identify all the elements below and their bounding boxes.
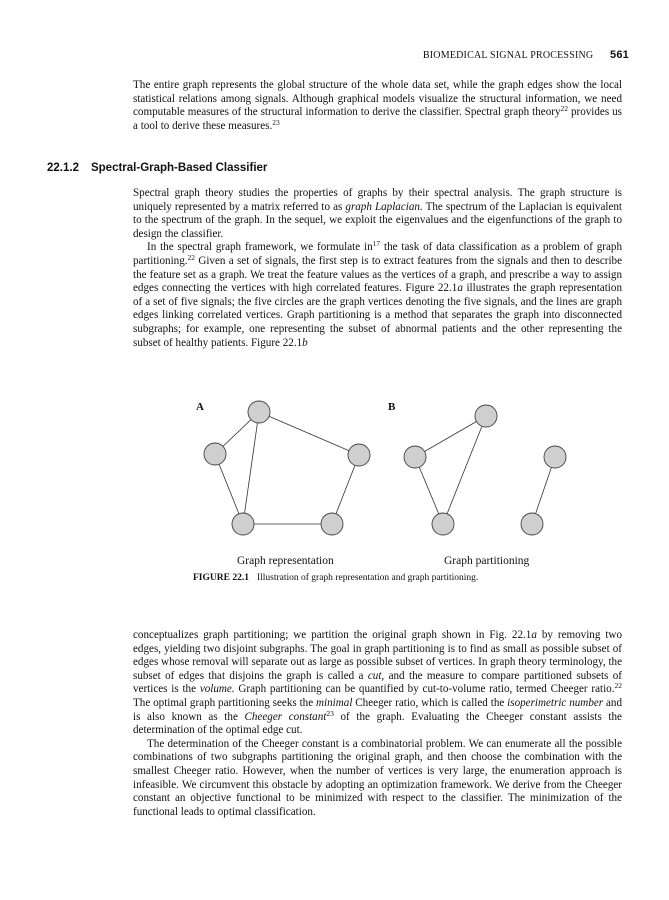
- vertex: [432, 513, 454, 535]
- caption-label: FIGURE 22.1: [193, 573, 249, 583]
- page-number: 561: [610, 49, 629, 61]
- vertex: [248, 401, 270, 423]
- figure-22-1: [190, 398, 590, 568]
- intro-text-a: The entire graph represents the global structure of the whole data set, while the graph edges show the local statistical relations among signals. Although graphical models visualize the structural information, we need computable measures of the structural information to derive the classifier. Spectral graph theory: [133, 79, 622, 119]
- citation-sup: 17: [372, 239, 381, 249]
- caption-text: Illustration of graph representation and graph partitioning.: [256, 573, 479, 583]
- body-text: The determination of the Cheeger constant is a combinatorial problem. We can enumerate all the possible combinations of two subgraphs partitioning the original graph, and then choose the combination with the smallest Cheeger ratio. However, when the number of vertices is very large, the enumeration approach is infeasible. We circumvent this obstacle by adopting an optimization framework. We derive from the Cheeger constant an objective functional to be minimized with respect to the classifier. The minimization of the functional leads to optimal classification.: [133, 737, 622, 818]
- edge: [443, 416, 486, 524]
- vertex: [521, 513, 543, 535]
- citation-sup: 23: [272, 117, 280, 127]
- figure-label-b: B: [388, 401, 396, 413]
- running-head: [423, 49, 629, 61]
- vertex: [204, 443, 226, 465]
- edge: [243, 412, 259, 524]
- figure-sublabel-b: Graph partitioning: [444, 555, 530, 567]
- vertex: [544, 446, 566, 468]
- edge: [259, 412, 359, 455]
- citation-sup: 23: [326, 708, 334, 718]
- intro-text-b: provides us a tool to derive these measures.: [133, 106, 622, 132]
- emphasis-text: cut,: [367, 669, 385, 682]
- vertex: [232, 513, 254, 535]
- citation-sup: 22: [187, 252, 196, 262]
- body-text: Spectral graph theory studies the properties of graphs by their spectral analysis. The graph structure is uniquely represented by a matrix referred to as: [133, 187, 622, 213]
- emphasis-text: minimal: [316, 696, 353, 709]
- body-text: Given a set of signals, the first step is to extract features from the signals and then to describe the feature set as a graph. We treat the feature values as the vertices of a graph, and prescribe a way to assign edges connecting the vertices with high correlated features. Figure 22.1: [133, 254, 622, 295]
- body-text: of the graph. Evaluating the Cheeger constant assists the determination of the optimal edge cut.: [133, 710, 622, 737]
- figure-caption: [193, 573, 478, 583]
- emphasis-text: a: [457, 282, 463, 295]
- section-heading: [47, 162, 267, 174]
- emphasis-text: Cheeger constant: [244, 710, 327, 723]
- citation-sup: 22: [560, 104, 569, 114]
- section-number: 22.1.2: [47, 162, 79, 174]
- body-text: by removing two edges, yielding two disjoint subgraphs. The goal in graph partitioning is to find as small as possible subset of edges whose removal will separate out as large as possible subset of vertices. In graph theory terminology, the subset of edges that disjoins the graph is called a: [133, 629, 622, 682]
- body-text: illustrates the graph representation of a set of five signals; the five circles are the graph vertices denoting the five signals, and the lines are graph edges linking correlated vertices. Graph partitioning is a method that separates the graph into disconnected subgraphs; for example, one representing the subset of abnormal patients and the other representing the subset of healthy patients. Figure 22.1: [133, 282, 622, 349]
- figure-label-a: A: [196, 401, 204, 413]
- body-paragraph-2: [133, 629, 622, 819]
- body-text: The spectrum of the Laplacian is equivalent to the spectrum of the graph. In the sequel, we exploit the eigenvalues and the eigenfunctions of the graph to design the classifier.: [133, 200, 623, 240]
- body-paragraph-1: [133, 187, 622, 350]
- body-text: conceptualizes graph partitioning; we partition the original graph shown in Fig. 22.1: [133, 629, 532, 641]
- emphasis-text: volume.: [199, 683, 235, 696]
- body-text: The optimal graph partitioning seeks the: [133, 696, 317, 709]
- graph-vertices: [204, 401, 566, 535]
- body-text: Cheeger ratio, which is called the: [352, 696, 508, 709]
- citation-sup: 22: [614, 681, 622, 691]
- body-text: and is also known as the: [133, 696, 623, 723]
- section-title: Spectral-Graph-Based Classifier: [90, 162, 268, 174]
- edge: [415, 416, 486, 457]
- body-text: In the spectral graph framework, we formulate in: [147, 241, 373, 254]
- vertex: [348, 444, 370, 466]
- running-title: BIOMEDICAL SIGNAL PROCESSING: [422, 50, 594, 61]
- vertex: [475, 405, 497, 427]
- vertex: [404, 446, 426, 468]
- figure-sublabel-a: Graph representation: [237, 555, 334, 567]
- emphasis-text: graph Laplacian.: [345, 200, 423, 213]
- emphasis-text: b: [302, 336, 308, 349]
- intro-paragraph: [133, 79, 622, 133]
- body-text: Graph partitioning can be quantified by cut-to-volume ratio, termed Cheeger ratio.: [234, 683, 615, 696]
- body-text: the task of data classification as a problem of graph partitioning.: [133, 241, 622, 267]
- emphasis-text: a: [531, 629, 537, 641]
- emphasis-text: isoperimetric number: [507, 696, 604, 709]
- vertex: [321, 513, 343, 535]
- graph-a-edges: [215, 412, 555, 524]
- body-text: and the measure to compare partitioned subsets of vertices is the: [133, 669, 622, 696]
- graph-figure-svg: [190, 398, 590, 568]
